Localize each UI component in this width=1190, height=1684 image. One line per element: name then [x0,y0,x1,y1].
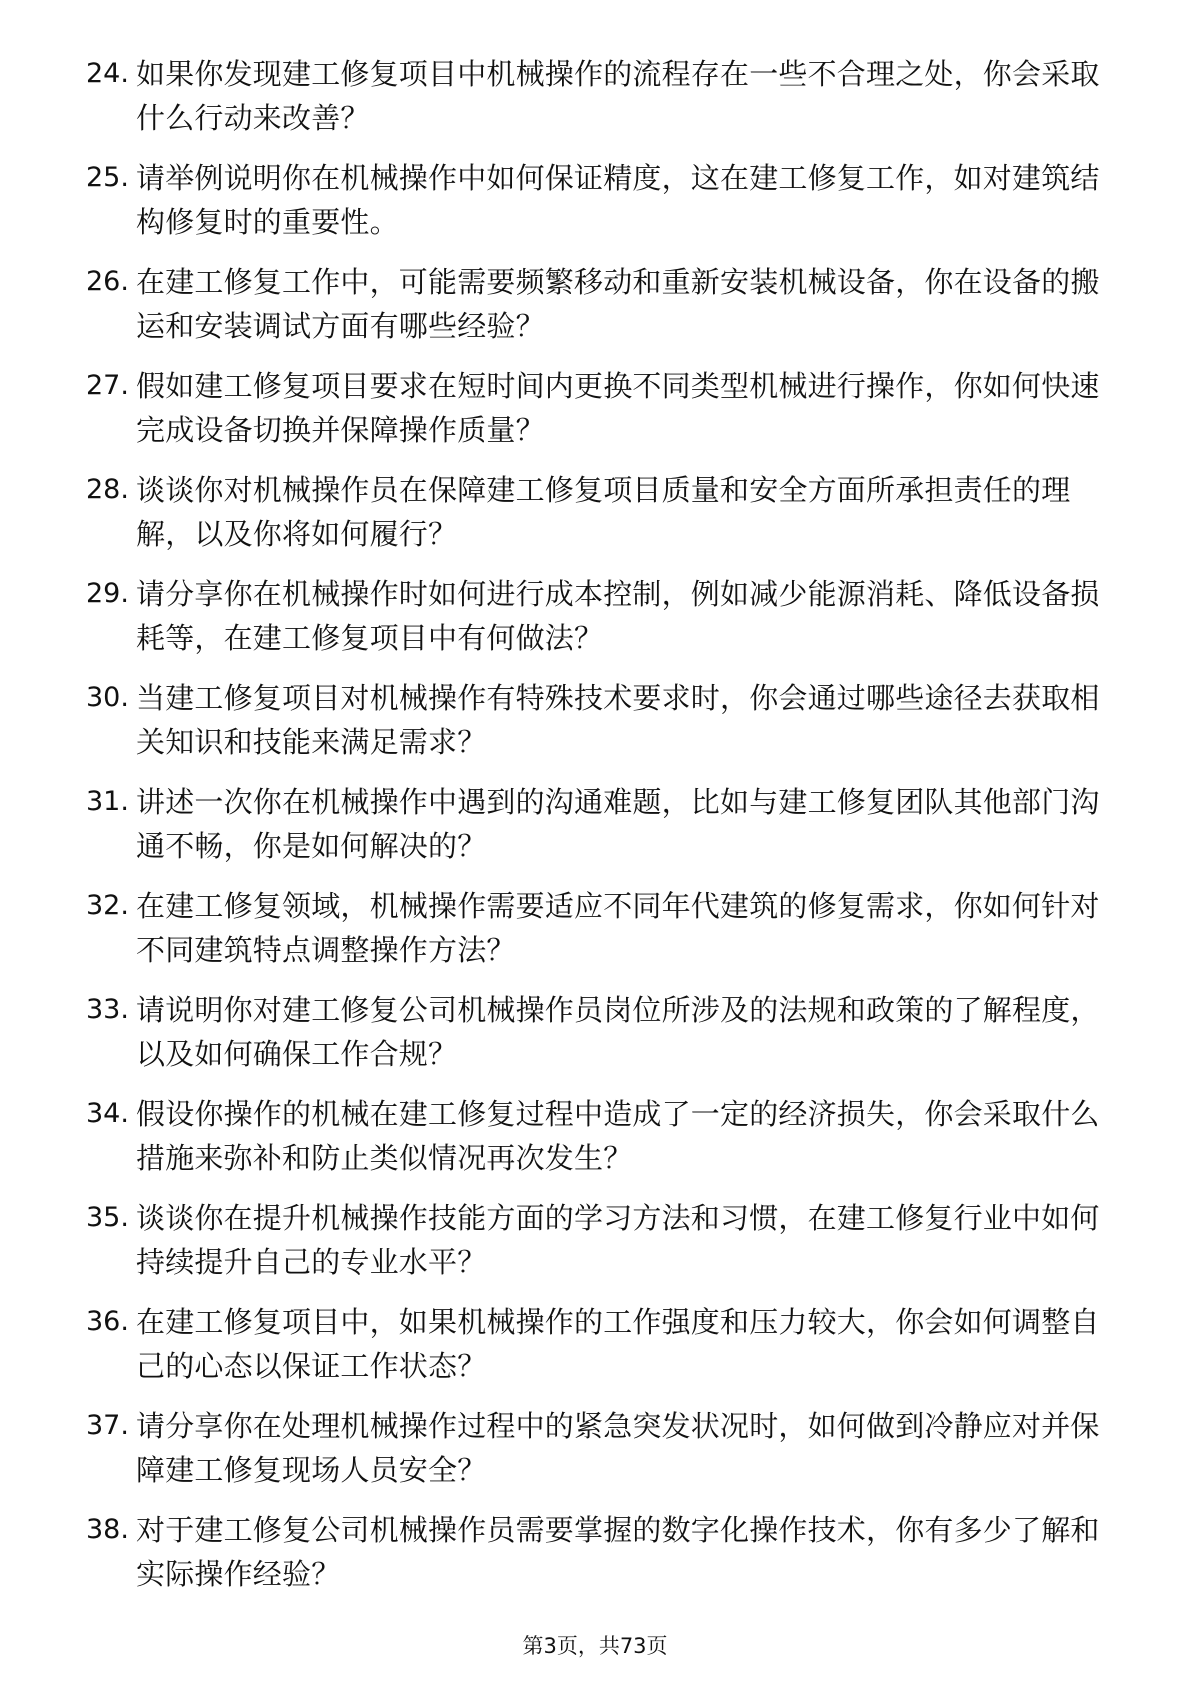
question-text: 请分享你在处理机械操作过程中的紧急突发状况时，如何做到冷静应对并保障建工修复现场人员安全？ [136,1409,1100,1487]
question-item [86,468,1116,572]
question-text: 讲述一次你在机械操作中遇到的沟通难题，比如与建工修复团队其他部门沟通不畅，你是如何解决的？ [136,785,1100,863]
question-text: 谈谈你对机械操作员在保障建工修复项目质量和安全方面所承担责任的理解，以及你将如何履行？ [136,473,1071,551]
question-item [86,780,1116,884]
question-number: 32. [86,890,129,921]
question-number: 31. [86,786,129,817]
question-item [86,156,1116,260]
page-footer [0,1632,1190,1660]
question-text: 当建工修复项目对机械操作有特殊技术要求时，你会通过哪些途径去获取相关知识和技能来满足需求？ [136,681,1100,759]
question-text: 在建工修复领域，机械操作需要适应不同年代建筑的修复需求，你如何针对不同建筑特点调整操作方法？ [136,889,1100,967]
question-number: 37. [86,1410,129,1441]
question-number: 28. [86,474,129,505]
question-item [86,1508,1116,1612]
question-text: 请说明你对建工修复公司机械操作员岗位所涉及的法规和政策的了解程度，以及如何确保工作合规？ [136,993,1100,1071]
question-item [86,884,1116,988]
page-number-label: 第3页，共73页 [522,1634,668,1658]
question-text: 假设你操作的机械在建工修复过程中造成了一定的经济损失，你会采取什么措施来弥补和防止类似情况再次发生？ [136,1097,1100,1175]
question-item [86,1196,1116,1300]
question-text: 请分享你在机械操作时如何进行成本控制，例如减少能源消耗、降低设备损耗等，在建工修复项目中有何做法？ [136,577,1100,655]
question-number: 29. [86,578,129,609]
question-number: 24. [86,58,129,89]
question-text: 假如建工修复项目要求在短时间内更换不同类型机械进行操作，你如何快速完成设备切换并保障操作质量？ [136,369,1100,447]
question-number: 35. [86,1202,129,1233]
question-number: 25. [86,162,129,193]
question-item [86,1092,1116,1196]
question-text: 对于建工修复公司机械操作员需要掌握的数字化操作技术，你有多少了解和实际操作经验？ [136,1513,1100,1591]
question-item [86,364,1116,468]
question-number: 38. [86,1514,129,1545]
question-item [86,676,1116,780]
question-text: 在建工修复项目中，如果机械操作的工作强度和压力较大，你会如何调整自己的心态以保证工作状态？ [136,1305,1100,1383]
question-number: 34. [86,1098,129,1129]
question-text: 谈谈你在提升机械操作技能方面的学习方法和习惯，在建工修复行业中如何持续提升自己的专业水平？ [136,1201,1100,1279]
question-item [86,260,1116,364]
question-text: 在建工修复工作中，可能需要频繁移动和重新安装机械设备，你在设备的搬运和安装调试方面有哪些经验？ [136,265,1100,343]
question-text: 请举例说明你在机械操作中如何保证精度，这在建工修复工作，如对建筑结构修复时的重要性。 [136,161,1100,239]
question-number: 26. [86,266,129,297]
question-item [86,1404,1116,1508]
question-number: 30. [86,682,129,713]
question-item [86,572,1116,676]
question-item [86,1300,1116,1404]
question-list [86,52,1116,1612]
question-item [86,988,1116,1092]
question-number: 33. [86,994,129,1025]
question-text: 如果你发现建工修复项目中机械操作的流程存在一些不合理之处，你会采取什么行动来改善？ [136,57,1100,135]
question-number: 36. [86,1306,129,1337]
question-number: 27. [86,370,129,401]
question-item [86,52,1116,156]
